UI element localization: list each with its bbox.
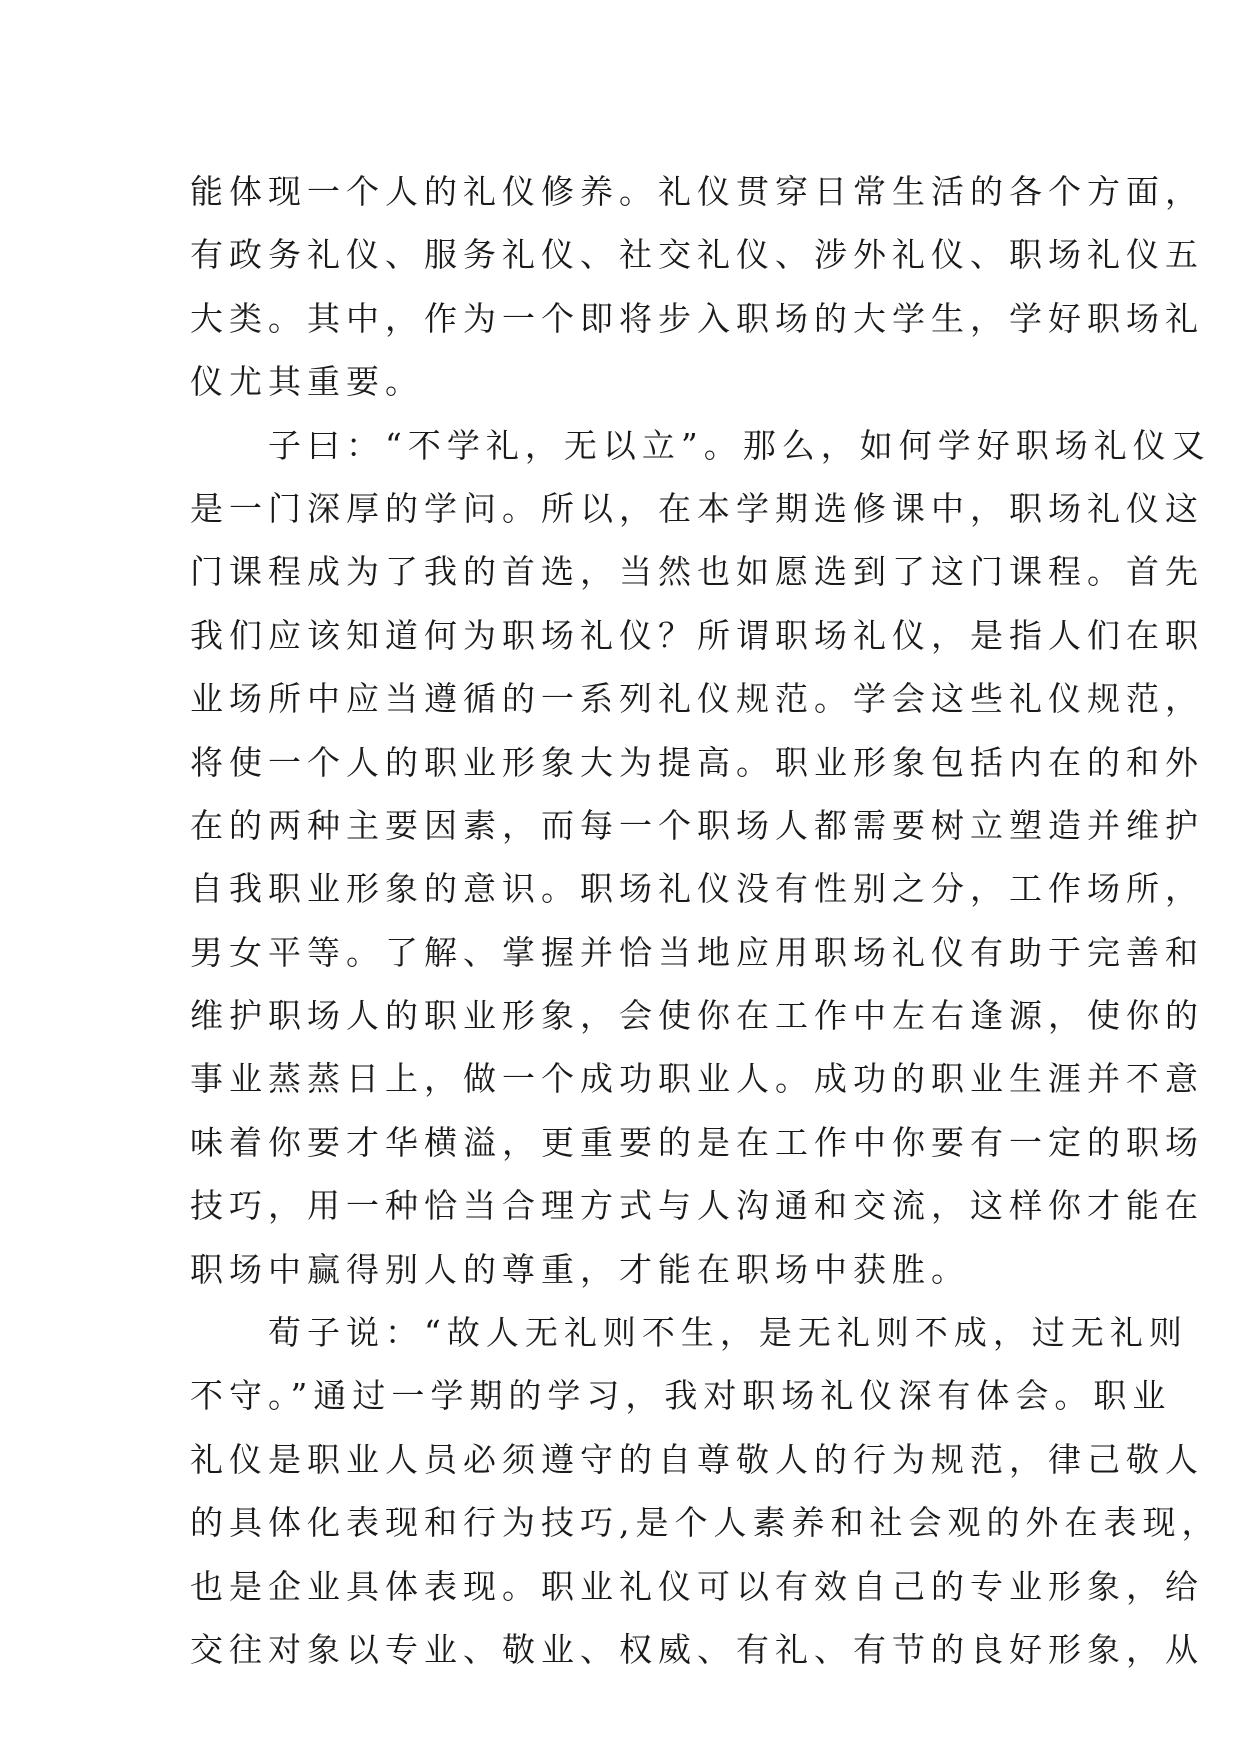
body-text — [190, 160, 1221, 1681]
text-line: 荀子说：“故人无礼则不生，是无礼则不成，过无礼则 — [190, 1313, 1188, 1353]
text-line: 男女平等。了解、掌握并恰当地应用职场礼仪有助于完善和 — [190, 932, 1204, 972]
text-line: 职场中赢得别人的尊重，才能在职场中获胜。 — [190, 1249, 970, 1289]
text-line: 子曰：“不学礼，无以立”。那么，如何学好职场礼仪又 — [190, 425, 1211, 465]
text-line: 是一门深厚的学问。所以，在本学期选修课中，职场礼仪这 — [190, 488, 1204, 528]
text-line: 不守。”通过一学期的学习，我对职场礼仪深有体会。职业 — [190, 1376, 1172, 1416]
text-line: 将使一个人的职业形象大为提高。职业形象包括内在的和外 — [190, 742, 1204, 782]
text-line: 也是企业具体表现。职业礼仪可以有效自己的专业形象，给 — [190, 1566, 1204, 1606]
text-line: 在的两种主要因素，而每一个职场人都需要树立塑造并维护 — [190, 805, 1204, 845]
text-line: 交往对象以专业、敬业、权威、有礼、有节的良好形象，从 — [190, 1629, 1204, 1669]
text-line: 有政务礼仪、服务礼仪、社交礼仪、涉外礼仪、职场礼仪五 — [190, 235, 1204, 275]
text-line: 礼仪是职业人员必须遵守的自尊敬人的行为规范，律己敬人 — [190, 1439, 1204, 1479]
text-line: 仪尤其重要。 — [190, 362, 424, 402]
text-line: 门课程成为了我的首选，当然也如愿选到了这门课程。首先 — [190, 552, 1204, 592]
text-line: 的具体化表现和行为技巧,是个人素养和社会观的外在表现， — [190, 1503, 1221, 1543]
text-line: 事业蒸蒸日上，做一个成功职业人。成功的职业生涯并不意 — [190, 1059, 1204, 1099]
text-line: 业场所中应当遵循的一系列礼仪规范。学会这些礼仪规范， — [190, 679, 1204, 719]
text-line: 维护职场人的职业形象，会使你在工作中左右逢源，使你的 — [190, 996, 1204, 1036]
text-line: 大类。其中，作为一个即将步入职场的大学生，学好职场礼 — [190, 298, 1204, 338]
text-line: 味着你要才华横溢，更重要的是在工作中你要有一定的职场 — [190, 1122, 1204, 1162]
text-line: 自我职业形象的意识。职场礼仪没有性别之分，工作场所， — [190, 869, 1204, 909]
text-line: 我们应该知道何为职场礼仪？所谓职场礼仪，是指人们在职 — [190, 615, 1204, 655]
text-line: 技巧，用一种恰当合理方式与人沟通和交流，这样你才能在 — [190, 1186, 1204, 1226]
text-line: 能体现一个人的礼仪修养。礼仪贯穿日常生活的各个方面， — [190, 172, 1204, 211]
